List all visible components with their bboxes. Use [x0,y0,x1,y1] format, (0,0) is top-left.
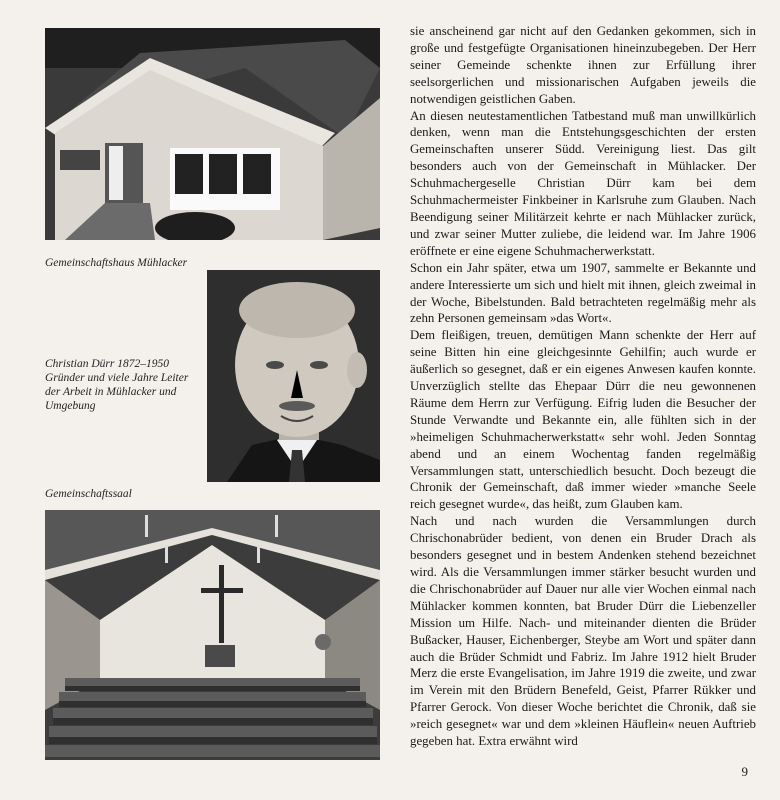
paragraph: An diesen neutestamentlichen Tatbestand muß man unwillkürlich denken, wenn man die Entstehungsgeschichten der ersten Gemeinschaften unserer Südd. Vereinigung liest. Das gilt besonders auch von der Gemeinschaft in Mühlacker. Der Schuhmachergeselle Christian Dürr kam bei dem Schuhmachermeister Finkbeiner in Karlsruhe zum Glauben. Nach Beendigung seiner Militärzeit kehrte er nach Mühlacker zurück, und zwar seiner Mutter zuliebe, die leidend war. Im Jahre 1906 eröffnete er eine eigene Schuhmacherwerkstatt. [410,108,756,258]
paragraph: Dem fleißigen, treuen, demütigen Mann schenkte der Herr auf seine Bitten hin eine gleichgesinnte Gehilfin; auch wurde er äußerlich so gesegnet, daß er ein eigenes Anwesen kaufen konnte. Unverzüglich stellte das Ehepaar Dürr die neu gewonnenen Räume dem Herrn zur Verfügung. Eifrig luden die Besucher der Stunde Verwandte und Bekannte ein, alle fühlten sich in der »heimeligen Schuhmacherwerkstatt« sehr wohl. Jeden Sonntag abend und an einem Wochentag fanden regelmäßig Versammlungen statt, unterschiedlich besucht. Doch bezeugt die Chronik der Gemeinschaft, daß immer wieder »manche Seele reich gesegnet wurde«, das heißt, zum Glauben kam. [410,328,756,512]
article-body [410,23,756,750]
paragraph: Nach und nach wurden die Versammlungen durch Chrischonabrüder bedient, von denen ein Bruder Drach als besonders gesegnet und in bestem Andenken stehend bezeichnet wird. Als die Versammlungen immer stärker besucht wurden und die Chrischonabrüder auf Dauer nur alle vier Wochen einmal nach Mühlacker kommen konnten, bat Bruder Dürr die Liebenzeller Mission um Hilfe. Nach- und miteinander dienten die Brüder Bußacker, Hauser, Eichenberger, Steybe am Wort und später dann auch die Brüder Schmidt und Fabriz. Im Jahre 1912 hielt Bruder Merz die erste Evangelisation, im Jahre 1919 die zweite, und zwar im Verein mit den Brüdern Benefeld, Geist, Pfarrer Rükker und Pfarrer Gerock. Von dieser Woche berichtet die Chronik, daß sie »reich gesegnet« war und dem »kleinen Häuflein« neuen Auftrieb gegeben hat. Extra erwähnt wird [410,514,756,749]
paragraph: sie anscheinend gar nicht auf den Gedanken gekommen, sich in große und festgefügte Organisationen hineinzubegeben. Der Herr seiner Gemeinde schenkte ihnen zur Erfüllung ihrer seelsorgerlichen und missionarischen Aufgaben jeweils die notwendigen geistlichen Gaben. [410,24,756,106]
house-caption: Gemeinschaftshaus Mühlacker [45,257,188,269]
portrait-photo [207,270,380,482]
page-number: 9 [741,764,748,779]
house-illustration [45,28,380,240]
house-photo [45,28,380,240]
hall-caption: Gemeinschaftssaal [45,488,132,500]
portrait-caption: Christian Dürr 1872–1950 Gründer und viele Jahre Leiter der Arbeit in Mühlacker und Umgebung [45,358,189,412]
portrait-illustration [207,270,380,482]
paragraph: Schon ein Jahr später, etwa um 1907, sammelte er Bekannte und andere Interessierte um sich und hielt mit ihnen, gleich zweimal in der Woche, Bibelstunden. Bald betrachteten regelmäßig mehr als zehn Personen gemeinsam »das Wort«. [410,260,756,326]
hall-illustration [45,510,380,760]
hall-photo [45,510,380,760]
